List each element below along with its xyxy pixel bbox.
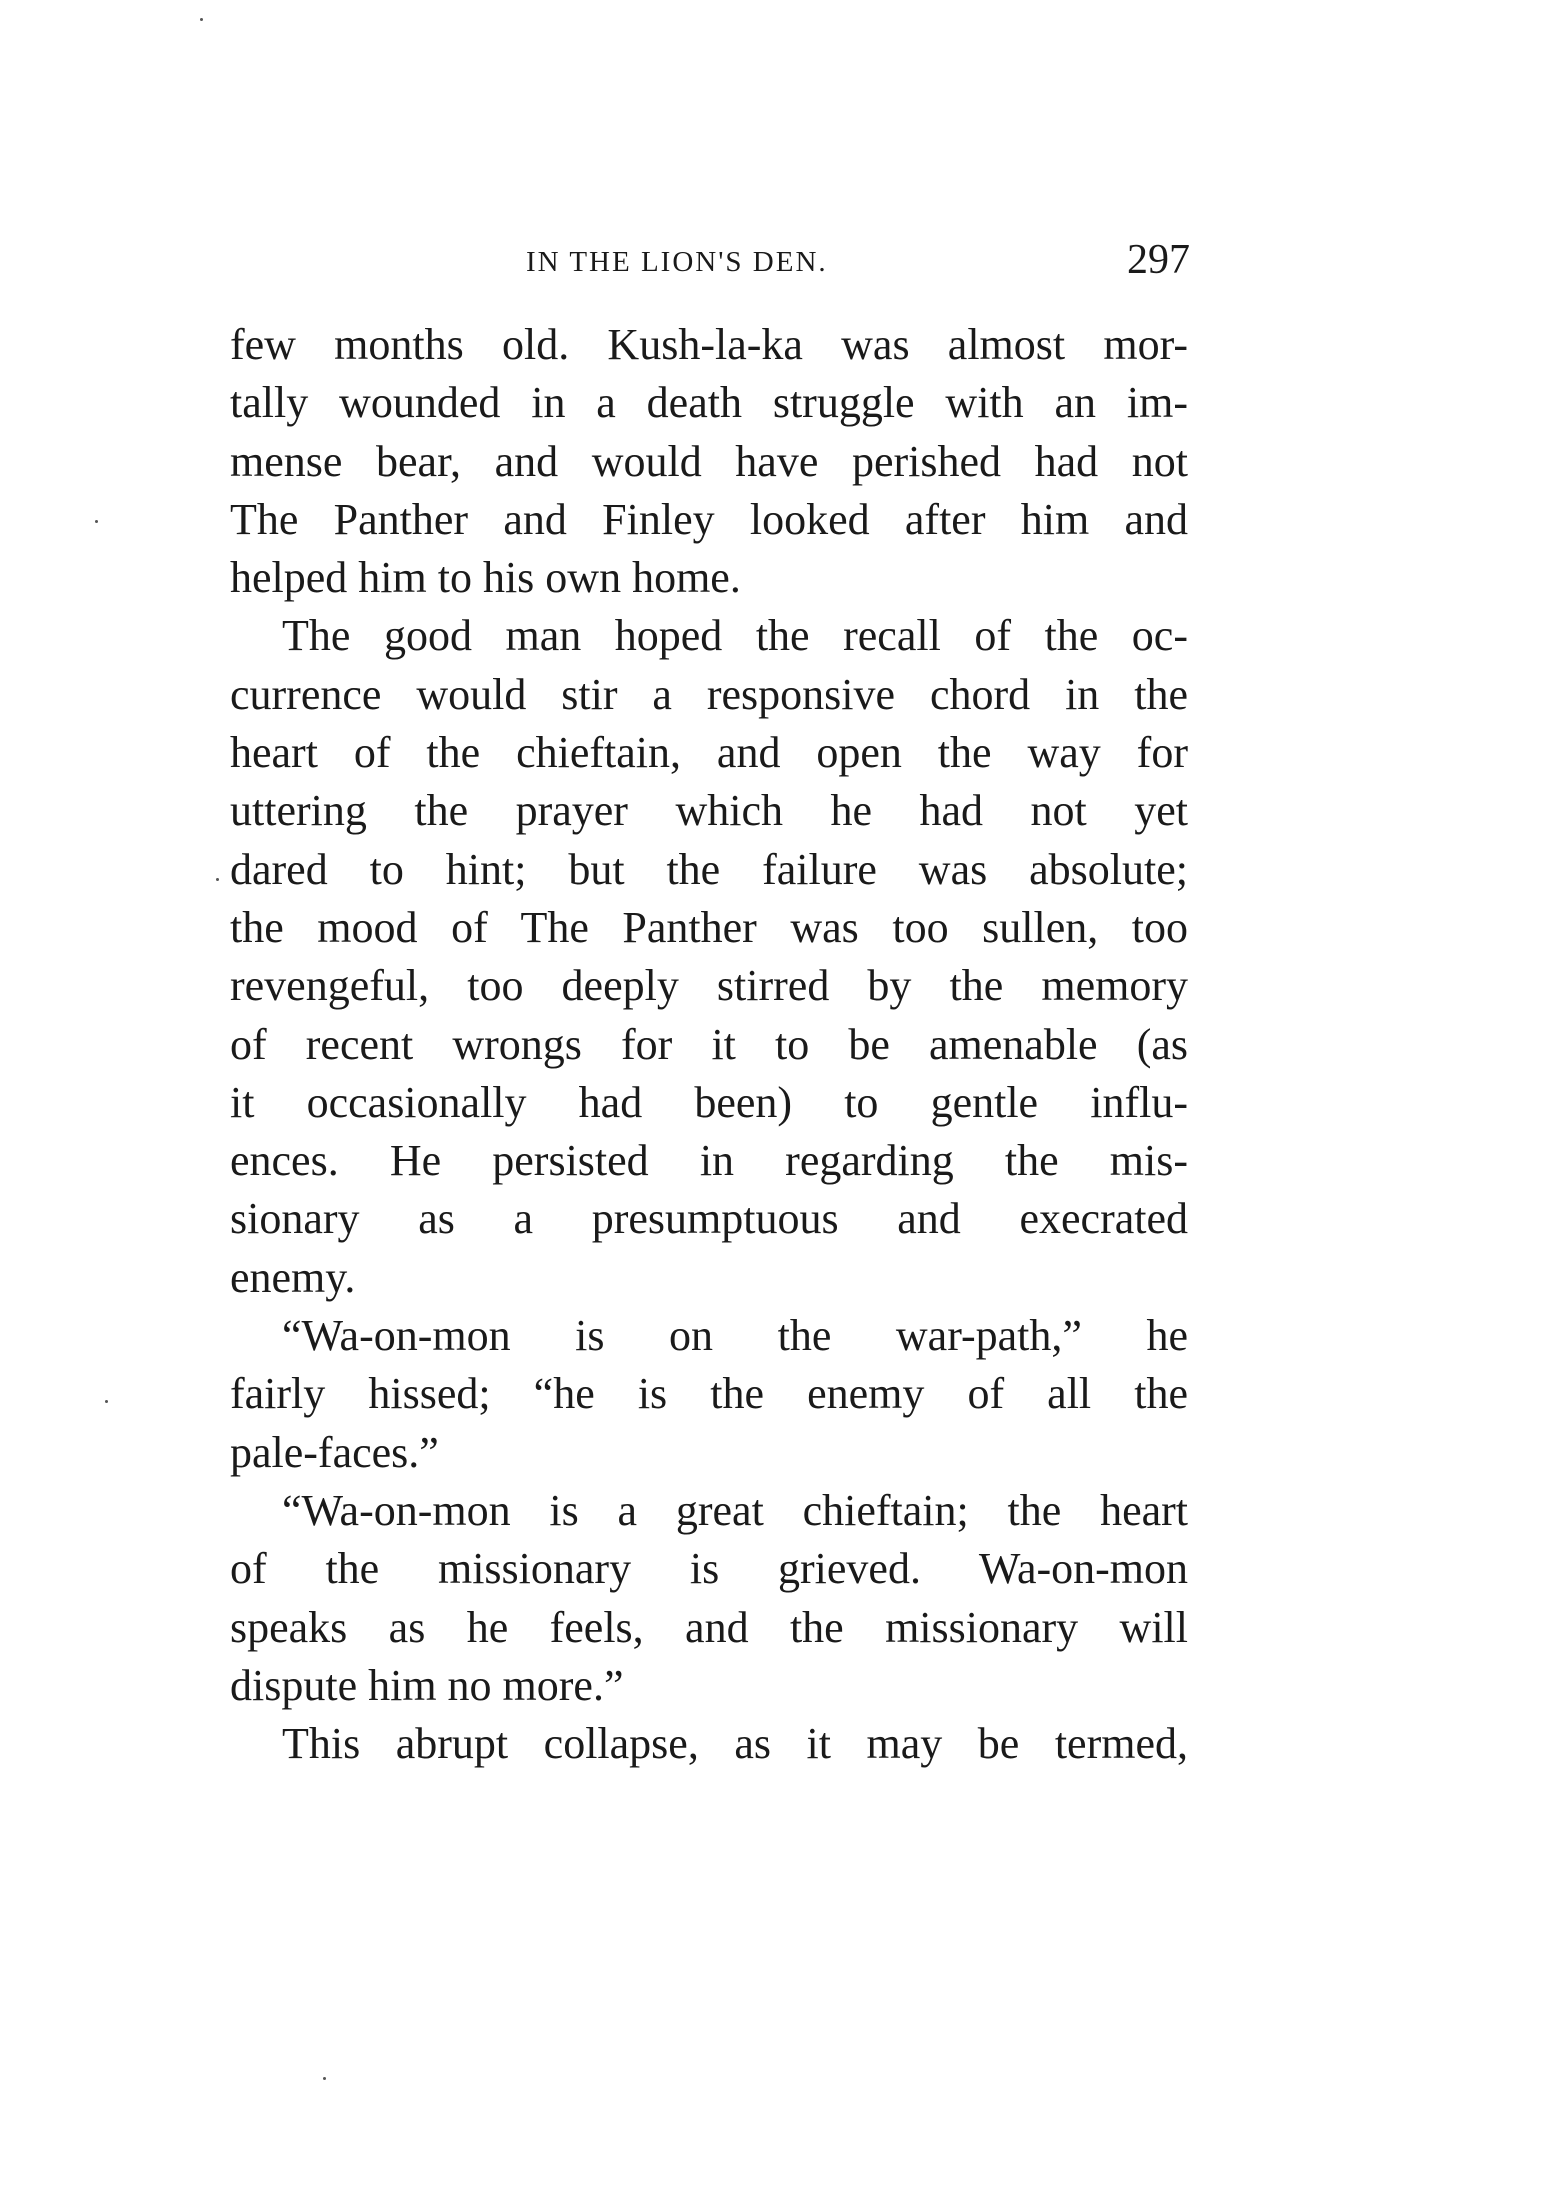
text-line: speaks as he feels, and the missionary will — [230, 1602, 1188, 1652]
margin-speck — [200, 18, 203, 21]
text-line: mense bear, and would have perished had not — [230, 436, 1188, 486]
text-line: The Panther and Finley looked after him and — [230, 494, 1188, 544]
text-line: “Wa-on-mon is on the war-path,” he — [282, 1311, 1188, 1361]
text-line: This abrupt collapse, as it may be termed, — [282, 1719, 1188, 1769]
running-head: IN THE LION'S DEN. — [526, 246, 828, 278]
text-line: pale-faces.” — [230, 1427, 439, 1477]
body-text — [230, 316, 1188, 1773]
text-line: “Wa-on-mon is a great chieftain; the heart — [282, 1485, 1188, 1535]
margin-speck — [323, 2077, 326, 2080]
text-line: uttering the prayer which he had not yet — [230, 786, 1188, 836]
text-line: helped him to his own home. — [230, 553, 741, 603]
text-line: sionary as a presumptuous and execrated — [230, 1194, 1188, 1244]
page-number: 297 — [1127, 237, 1190, 283]
text-line: heart of the chieftain, and open the way for — [230, 728, 1188, 778]
text-line: of the missionary is grieved. Wa-on-mon — [230, 1544, 1188, 1594]
text-line: The good man hoped the recall of the oc- — [282, 611, 1188, 661]
text-line: fairly hissed; “he is the enemy of all the — [230, 1369, 1188, 1419]
text-line: currence would stir a responsive chord in the — [230, 669, 1188, 719]
text-line: ences. He persisted in regarding the mis- — [230, 1136, 1188, 1186]
text-line: few months old. Kush-la-ka was almost mor- — [230, 320, 1188, 369]
text-line: dared to hint; but the failure was absolute; — [230, 844, 1188, 894]
text-line: tally wounded in a death struggle with an im- — [230, 378, 1188, 428]
margin-speck — [95, 520, 98, 523]
text-line: of recent wrongs for it to be amenable (as — [230, 1019, 1188, 1069]
margin-speck — [105, 1400, 108, 1403]
text-line: dispute him no more.” — [230, 1660, 624, 1710]
text-line: it occasionally had been) to gentle influ- — [230, 1077, 1188, 1127]
text-line: enemy. — [230, 1252, 356, 1302]
page-header — [230, 236, 1190, 296]
margin-speck — [216, 878, 219, 881]
text-line: the mood of The Panther was too sullen, too — [230, 902, 1188, 952]
text-line: revengeful, too deeply stirred by the memory — [230, 961, 1188, 1011]
